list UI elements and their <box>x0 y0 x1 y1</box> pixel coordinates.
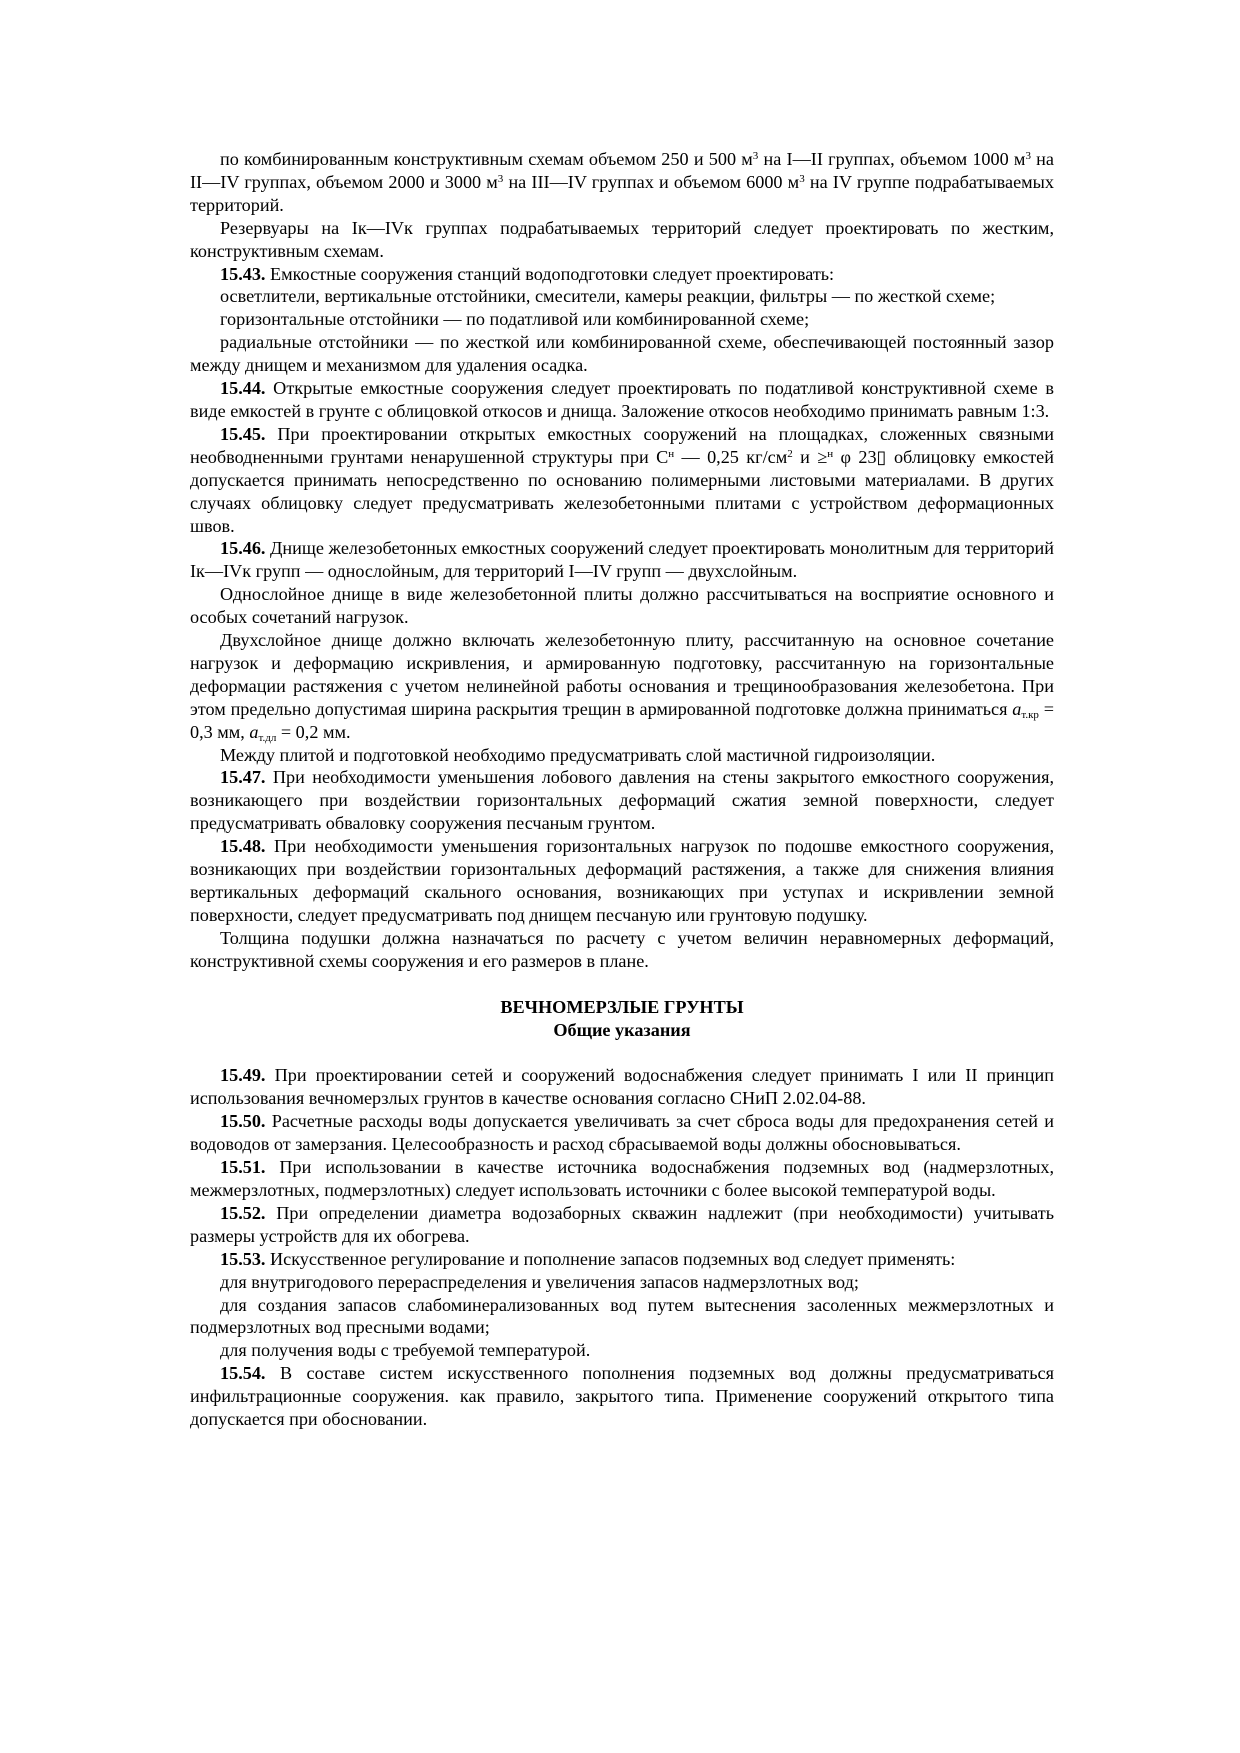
clause-number: 15.51. <box>220 1157 266 1178</box>
paragraph-single-layer-bottom: Однослойное днище в виде железобетонной плиты должно рассчитываться на восприятие основного и особых сочетаний нагрузок. <box>190 584 1054 628</box>
list-item-clarifiers: осветлители, вертикальные отстойники, смесители, камеры реакции, фильтры — по жесткой схеме; <box>220 286 996 307</box>
clause-15-43: 15.43. Емкостные сооружения станций водоподготовки следует проектировать: <box>220 263 835 284</box>
list-item-horizontal-settlers: горизонтальные отстойники — по податливой или комбинированной схеме; <box>220 309 810 330</box>
clause-number: 15.44. <box>220 378 266 399</box>
clause-number: 15.45. <box>220 423 266 444</box>
list-item-radial-settlers: радиальные отстойники — по жесткой или комбинированной схеме, обеспечивающей постоянный зазор между днищем и механизмом для удаления осадка. <box>190 332 1054 376</box>
paragraph-1: по комбинированным конструктивным схемам объемом 250 и 500 $м^3$ на I—II группах, объемом 1000 $м^3$ на II—IV группах, объемом 2000 и 3000 $м^3$ на III—IV группах и объемом 6000 $м^3$ на IV группе подрабатываемых территорий. <box>190 149 1054 215</box>
clause-number: 15.54. <box>220 1363 266 1384</box>
clause-15-49: 15.49. При проектировании сетей и сооружений водоснабжения следует принимать I или II принцип использования вечномерзлых грунтов в качестве основания согласно СНиП 2.02.04-88. <box>190 1065 1054 1109</box>
clause-15-44: 15.44. Открытые емкостные сооружения следует проектировать по податливой конструктивной схеме в виде емкостей в грунте с облицовкой откосов и днища. Заложение откосов необходимо принимать равным 1:3. <box>190 378 1054 421</box>
paragraph-waterproofing: Между плитой и подготовкой необходимо предусматривать слой мастичной гидроизоляции. <box>220 744 936 765</box>
clause-number: 15.48. <box>220 836 266 857</box>
clause-15-48: 15.48. При необходимости уменьшения горизонтальных нагрузок по подошве емкостного сооружения, возникающих при воздействии горизонтальных деформаций растяжения, а также для снижения влияния вертикальных деформаций скального основания, возникающих при уступах и искривлении земной поверхности, следует предусматривать под днищем песчаную или грунтовую подушку. <box>190 836 1054 925</box>
paragraph-2: Резервуары на Iк—IVк группах подрабатываемых территорий следует проектировать по жестким, конструктивным схемам. <box>190 217 1054 261</box>
clause-15-54: 15.54. В составе систем искусственного пополнения подземных вод должны предусматриваться инфильтрационные сооружения. как правило, закрытого типа. Применение сооружений открытого типа допускается при обосновании. <box>190 1363 1054 1430</box>
clause-number: 15.50. <box>220 1111 266 1132</box>
list-item-required-temperature: для получения воды с требуемой температурой. <box>220 1340 591 1361</box>
document-page <box>190 148 1054 1431</box>
clause-number: 15.46. <box>220 538 266 559</box>
clause-15-46: 15.46. Днище железобетонных емкостных сооружений следует проектировать монолитным для территорий Iк—IVк групп — однослойным, для территорий I—IV групп — двухслойным. <box>190 538 1055 582</box>
clause-number: 15.49. <box>220 1065 266 1086</box>
clause-number: 15.53. <box>220 1248 266 1269</box>
clause-15-45: 15.45. При проектировании открытых емкостных сооружений на площадках, сложенных связными необводненными грунтами ненарушенной структуры при $С^н$ — 0,25 $кг/см^2$ и ≥$^н$ φ 23▯ облицовку емкостей допускается принимать непосредственно по основанию полимерными листовыми материалами. В других случаях облицовку следует предусматривать железобетонными плитами с устройством деформационных швов. <box>190 423 1054 536</box>
list-item-redistribution: для внутригодового перераспределения и увеличения запасов надмерзлотных вод; <box>220 1271 859 1292</box>
clause-15-47: 15.47. При необходимости уменьшения лобового давления на стены закрытого емкостного сооружения, возникающего при воздействии горизонтальных деформаций сжатия земной поверхности, следует предусматривать обваловку сооружения песчаным грунтом. <box>190 767 1054 834</box>
clause-15-52: 15.52. При определении диаметра водозаборных скважин надлежит (при необходимости) учитывать размеры устройств для их обогрева. <box>190 1202 1054 1246</box>
paragraph-cushion-thickness: Толщина подушки должна назначаться по расчету с учетом величин неравномерных деформаций, конструктивной схемы сооружения и его размеров в плане. <box>190 927 1054 971</box>
list-item-fresh-water-reserves: для создания запасов слабоминерализованных вод путем вытеснения засоленных межмерзлотных и подмерзлотных вод пресными водами; <box>190 1294 1054 1338</box>
clause-15-53: 15.53. Искусственное регулирование и пополнение запасов подземных вод следует применять: <box>220 1248 956 1269</box>
clause-15-51: 15.51. При использовании в качестве источника водоснабжения подземных вод (надмерзлотных, межмерзлотных, подмерзлотных) следует использовать источники с более высокой температурой воды. <box>190 1157 1054 1200</box>
section-title: ВЕЧНОМЕРЗЛЫЕ ГРУНТЫ <box>500 996 744 1017</box>
clause-number: 15.43. <box>220 263 266 284</box>
clause-number: 15.47. <box>220 767 266 788</box>
clause-number: 15.52. <box>220 1202 266 1223</box>
section-subtitle: Общие указания <box>553 1019 691 1040</box>
paragraph-double-layer-bottom: Двухслойное днище должно включать железобетонную плиту, рассчитанную на основное сочетание нагрузок и деформацию искривления, и армированную подготовку, рассчитанную на горизонтальные деформации растяжения с учетом нелинейной работы основания и трещинообразования железобетона. При этом предельно допустимая ширина раскрытия трещин в армированной подготовке должна приниматься $а_{т.кр} = 0,3$ мм, $а_{т.дл} = 0,2$ мм. <box>190 630 1054 744</box>
clause-15-50: 15.50. Расчетные расходы воды допускается увеличивать за счет сброса воды для предохранения сетей и водоводов от замерзания. Целесообразность и расход сбрасываемой воды должны обосновываться. <box>190 1111 1054 1155</box>
missing-glyph-icon: ▯ <box>876 446 887 467</box>
